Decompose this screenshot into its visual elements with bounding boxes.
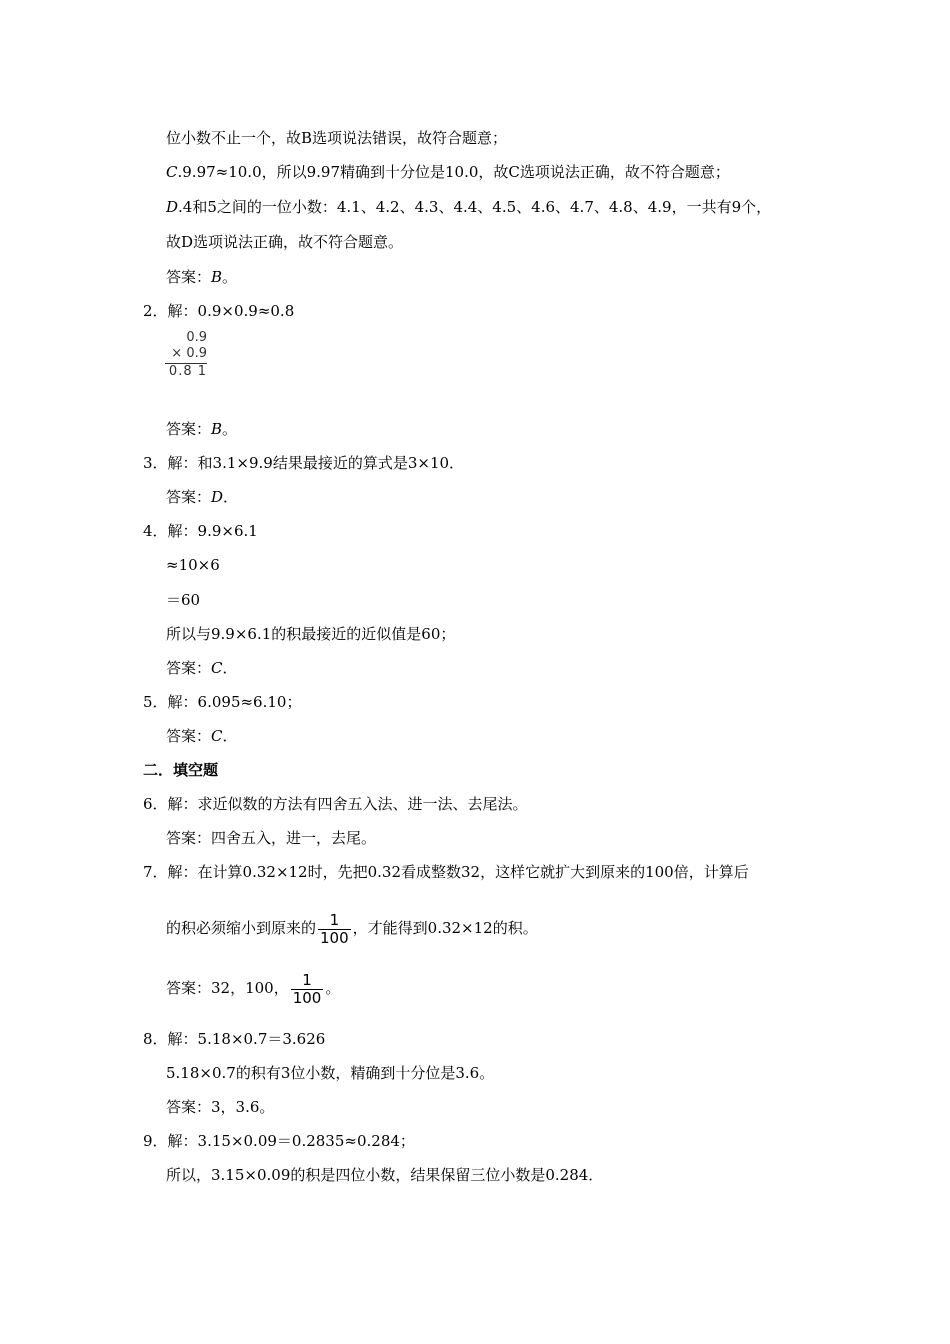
q6-answer: 答案：四舍五入，进一，去尾。	[166, 829, 377, 847]
prev-line-1: 位小数不止一个，故B选项说法错误，故符合题意；	[166, 129, 508, 147]
mult-result: 0.8 1	[165, 363, 207, 380]
section-heading-fill-in: 二．填空题	[143, 761, 219, 779]
q2-answer: 答案：B。	[166, 420, 238, 438]
q7-answer: 答案：32，100， $\frac{1}{100}$ 。	[166, 970, 341, 1007]
q5-solution: 5．解：6.095≈6.10；	[143, 693, 302, 711]
q5-answer: 答案：C．	[166, 727, 238, 745]
prev-option-d: D.4和5之间的一位小数：4.1、4.2、4.3、4.4、4.5、4.6、4.7、4.8、4.9，一共有9个，	[166, 198, 772, 216]
q9-line-2: 所以，3.15×0.09的积是四位小数，结果保留三位小数是0.284．	[166, 1166, 604, 1184]
q4-step-1: ≈10×6	[166, 556, 220, 574]
mult-top: 0.9	[186, 330, 207, 345]
q8-solution: 8．解：5.18×0.7＝3.626	[143, 1030, 326, 1048]
answer-fraction: $\frac{1}{100}$	[292, 970, 322, 1007]
q4-step-2: ＝60	[166, 591, 201, 609]
q2-solution: 2．解：0.9×0.9≈0.8	[143, 302, 295, 320]
prev-answer: 答案：B。	[166, 268, 238, 286]
q4-conclusion: 所以与9.9×6.1的积最接近的近似值是60；	[166, 625, 456, 643]
q9-solution: 9．解：3.15×0.09＝0.2835≈0.284；	[143, 1132, 415, 1150]
q3-answer: 答案：D．	[166, 488, 239, 506]
prev-option-d-cont: 故D选项说法正确，故不符合题意。	[166, 233, 404, 251]
q7-solution: 7．解：在计算0.32×12时，先把0.32看成整数32，这样它就扩大到原来的100倍，计算后	[143, 863, 749, 881]
q4-solution: 4．解：9.9×6.1	[143, 522, 258, 540]
mult-mid: × 0.9	[171, 346, 207, 361]
q4-answer: 答案：C．	[166, 659, 238, 677]
q8-answer: 答案：3，3.6。	[166, 1098, 275, 1116]
q8-line-2: 5.18×0.7的积有3位小数，精确到十分位是3.6。	[166, 1064, 495, 1082]
q3-solution: 3．解：和3.1×9.9结果最接近的算式是3×10．	[143, 454, 465, 472]
fraction-one-hundredth: $\frac{1}{100}$	[320, 910, 349, 947]
prev-option-c: C.9.97≈10.0，所以9.97精确到十分位是10.0，故C选项说法正确，故不符合题意；	[166, 163, 730, 181]
q7-solution-cont: 的积必须缩小到原来的 $\frac{1}{100}$ ，才能得到0.32×12的积。	[166, 910, 538, 947]
q6-solution: 6．解：求近似数的方法有四舍五入法、进一法、去尾法。	[143, 795, 528, 813]
q2-vertical-multiplication	[165, 330, 207, 380]
